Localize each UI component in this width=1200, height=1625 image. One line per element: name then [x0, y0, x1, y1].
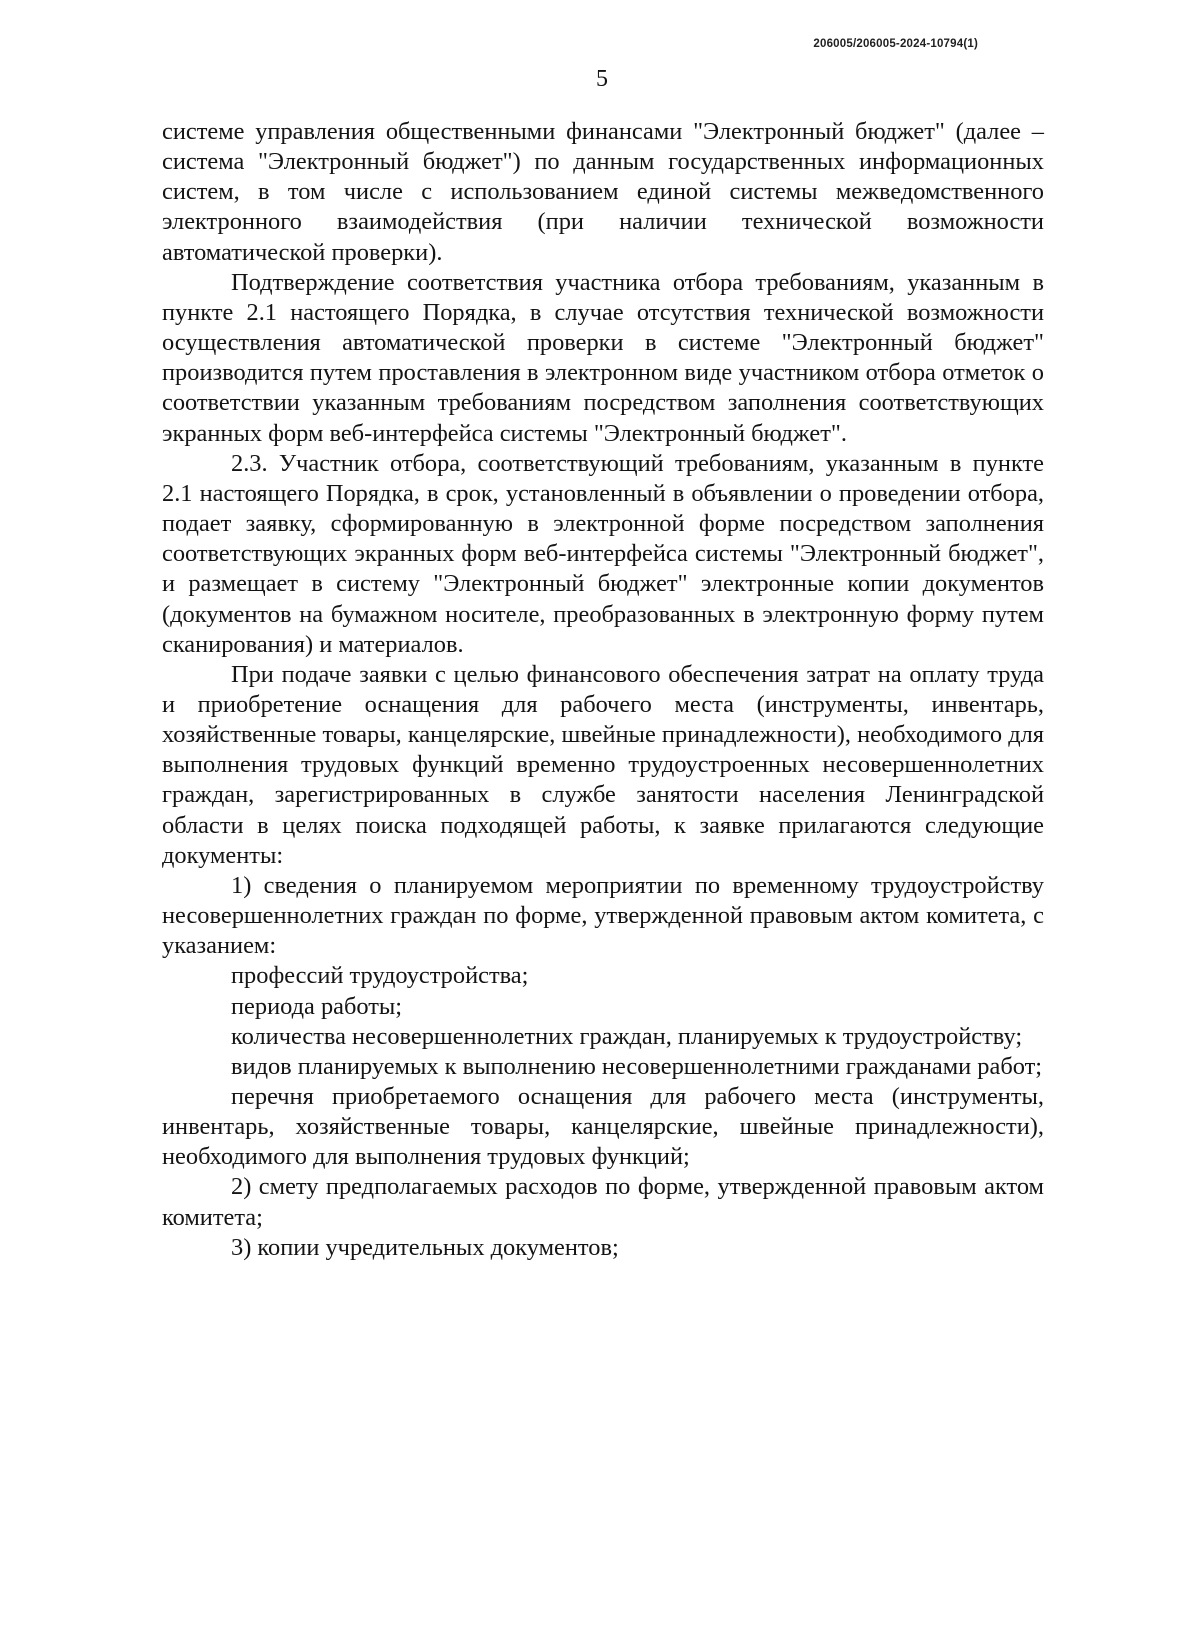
document-registration-number: 206005/206005-2024-10794(1): [813, 38, 978, 50]
sub-item-professions: профессий трудоустройства;: [231, 962, 529, 990]
paragraph-2-3: 2.3. Участник отбора, соответствующий требованиям, указанным в пункте 2.1 настоящего Порядка, в срок, установленный в объявлении о проведении отбора, подает заявку, сформированную в электронной форме посредством заполнения соответствующих экранных форм веб-интерфейса системы "Электронный бюджет", и размещает в систему "Электронный бюджет" электронные копии документов (документов на бумажном носителе, преобразованных в электронную форму путем сканирования) и материалов.: [162, 449, 1044, 658]
list-item-2: 2) смету предполагаемых расходов по форме, утвержденной правовым актом комитета;: [162, 1173, 1044, 1231]
page-number: 5: [596, 66, 608, 92]
sub-item-types-of-work: видов планируемых к выполнению несовершеннолетними гражданами работ;: [231, 1052, 1043, 1080]
sub-item-equipment-list: перечня приобретаемого оснащения для рабочего места (инструменты, инвентарь, хозяйственные товары, канцелярские, швейные принадлежности), необходимого для выполнения трудовых функций;: [162, 1083, 1044, 1171]
list-item-1: 1) сведения о планируемом мероприятии по временному трудоустройству несовершеннолетних граждан по форме, утвержденной правовым актом комитета, с указанием:: [162, 871, 1044, 960]
document-body: [162, 117, 1044, 1263]
paragraph-confirmation: Подтверждение соответствия участника отбора требованиям, указанным в пункте 2.1 настоящего Порядка, в случае отсутствия технической возможности осуществления автоматической проверки в системе "Электронный бюджет" производится путем проставления в электронном виде участником отбора отметок о соответствии указанным требованиям посредством заполнения соответствующих экранных форм веб-интерфейса системы "Электронный бюджет".: [162, 268, 1044, 447]
paragraph-application-documents: При подаче заявки с целью финансового обеспечения затрат на оплату труда и приобретение оснащения для рабочего места (инструменты, инвентарь, хозяйственные товары, канцелярские, швейные принадлежности), необходимого для выполнения трудовых функций временно трудоустроенных несовершеннолетних граждан, зарегистрированных в службе занятости населения Ленинградской области в целях поиска подходящей работы, к заявке прилагаются следующие документы:: [162, 660, 1044, 869]
list-item-3: 3) копии учредительных документов;: [231, 1233, 619, 1261]
paragraph-continuation: системе управления общественными финансами "Электронный бюджет" (далее – система "Электронный бюджет") по данным государственных информационных систем, в том числе с использованием единой системы межведомственного электронного взаимодействия (при наличии технической возможности автоматической проверки).: [162, 118, 1044, 266]
sub-item-work-period: периода работы;: [231, 992, 403, 1020]
sub-item-number-of-minors: количества несовершеннолетних граждан, планируемых к трудоустройству;: [231, 1022, 1023, 1050]
